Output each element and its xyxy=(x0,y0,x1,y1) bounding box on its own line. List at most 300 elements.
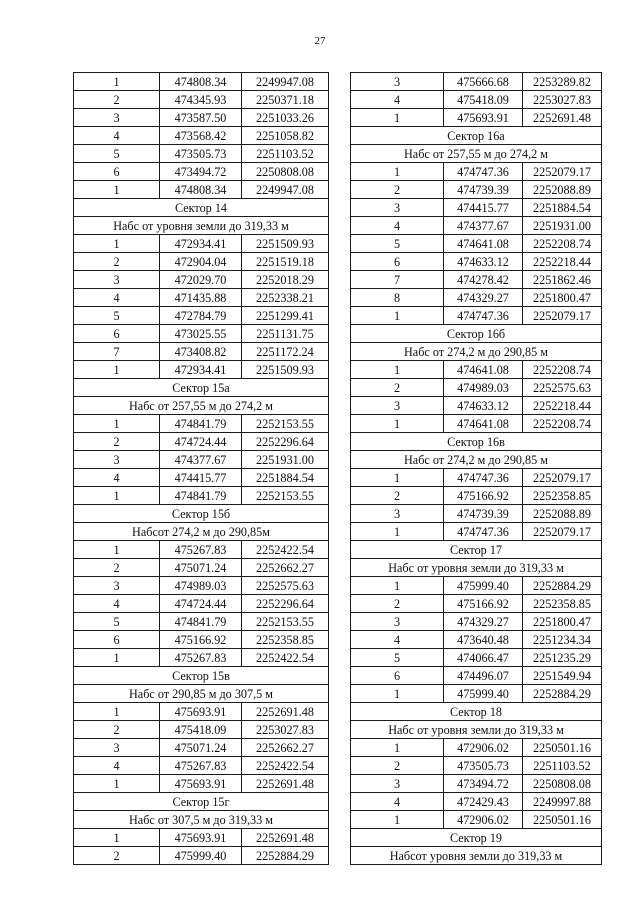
point-number: 2 xyxy=(74,433,160,451)
point-number: 3 xyxy=(74,271,160,289)
y-coordinate: 2252422.54 xyxy=(242,541,329,559)
x-coordinate: 474415.77 xyxy=(160,469,242,487)
coordinate-row xyxy=(74,847,329,865)
point-number: 5 xyxy=(351,235,444,253)
sector-header-row xyxy=(351,541,602,559)
sector-header-row xyxy=(351,721,602,739)
y-coordinate: 2252153.55 xyxy=(242,613,329,631)
y-coordinate: 2251800.47 xyxy=(523,289,602,307)
point-number: 1 xyxy=(74,235,160,253)
coordinate-row xyxy=(351,775,602,793)
x-coordinate: 472906.02 xyxy=(444,739,523,757)
x-coordinate: 475418.09 xyxy=(160,721,242,739)
point-number: 1 xyxy=(351,739,444,757)
y-coordinate: 2252575.63 xyxy=(242,577,329,595)
x-coordinate: 474641.08 xyxy=(444,415,523,433)
point-number: 2 xyxy=(351,379,444,397)
y-coordinate: 2251519.18 xyxy=(242,253,329,271)
x-coordinate: 474377.67 xyxy=(160,451,242,469)
coordinate-row xyxy=(74,361,329,379)
coordinate-row xyxy=(351,685,602,703)
sector-header: Набс от 257,55 м до 274,2 м xyxy=(74,397,329,415)
point-number: 1 xyxy=(351,415,444,433)
y-coordinate: 2249947.08 xyxy=(242,73,329,91)
y-coordinate: 2252218.44 xyxy=(523,253,602,271)
x-coordinate: 474747.36 xyxy=(444,523,523,541)
sector-header-row xyxy=(351,127,602,145)
x-coordinate: 474633.12 xyxy=(444,253,523,271)
coordinate-row xyxy=(351,577,602,595)
coordinate-row xyxy=(351,739,602,757)
coordinate-row xyxy=(74,595,329,613)
y-coordinate: 2252079.17 xyxy=(523,469,602,487)
x-coordinate: 474724.44 xyxy=(160,595,242,613)
sector-header-row xyxy=(351,451,602,469)
y-coordinate: 2251235.29 xyxy=(523,649,602,667)
coordinate-row xyxy=(74,307,329,325)
point-number: 1 xyxy=(351,469,444,487)
coordinate-row xyxy=(74,235,329,253)
sector-header: Сектор 18 xyxy=(351,703,602,721)
point-number: 3 xyxy=(351,397,444,415)
point-number: 5 xyxy=(351,649,444,667)
sector-header: Набс от 290,85 м до 307,5 м xyxy=(74,685,329,703)
sector-header-row xyxy=(351,559,602,577)
point-number: 4 xyxy=(351,793,444,811)
x-coordinate: 473494.72 xyxy=(444,775,523,793)
coordinate-row xyxy=(74,145,329,163)
x-coordinate: 475166.92 xyxy=(444,487,523,505)
point-number: 3 xyxy=(351,775,444,793)
point-number: 1 xyxy=(351,523,444,541)
coordinate-row xyxy=(74,775,329,793)
y-coordinate: 2252079.17 xyxy=(523,307,602,325)
sector-header-row xyxy=(351,847,602,865)
point-number: 4 xyxy=(74,289,160,307)
sector-header: Набс от уровня земли до 319,33 м xyxy=(74,217,329,235)
coordinate-row xyxy=(74,739,329,757)
y-coordinate: 2252691.48 xyxy=(242,775,329,793)
coordinate-row xyxy=(351,649,602,667)
coordinate-row xyxy=(351,631,602,649)
x-coordinate: 474633.12 xyxy=(444,397,523,415)
coordinate-row xyxy=(74,757,329,775)
point-number: 1 xyxy=(351,685,444,703)
point-number: 5 xyxy=(74,145,160,163)
sector-header-row xyxy=(74,199,329,217)
x-coordinate: 474739.39 xyxy=(444,505,523,523)
coordinates-table-left xyxy=(73,72,329,865)
sector-header-row xyxy=(74,523,329,541)
sector-header: Набсот 274,2 м до 290,85м xyxy=(74,523,329,541)
coordinate-row xyxy=(351,487,602,505)
coordinate-row xyxy=(74,487,329,505)
sector-header-row xyxy=(351,703,602,721)
y-coordinate: 2251862.46 xyxy=(523,271,602,289)
page-number: 27 xyxy=(314,35,326,47)
sector-header-row xyxy=(351,145,602,163)
y-coordinate: 2251033.26 xyxy=(242,109,329,127)
sector-header: Набс от 274,2 м до 290,85 м xyxy=(351,451,602,469)
point-number: 6 xyxy=(351,667,444,685)
coordinate-row xyxy=(351,253,602,271)
x-coordinate: 473505.73 xyxy=(444,757,523,775)
y-coordinate: 2252296.64 xyxy=(242,433,329,451)
x-coordinate: 474066.47 xyxy=(444,649,523,667)
point-number: 1 xyxy=(74,415,160,433)
y-coordinate: 2251131.75 xyxy=(242,325,329,343)
x-coordinate: 475999.40 xyxy=(444,577,523,595)
coordinate-row xyxy=(74,577,329,595)
y-coordinate: 2251234.34 xyxy=(523,631,602,649)
point-number: 1 xyxy=(74,541,160,559)
x-coordinate: 474989.03 xyxy=(444,379,523,397)
sector-header: Сектор 15а xyxy=(74,379,329,397)
coordinate-row xyxy=(74,325,329,343)
coordinate-row xyxy=(351,181,602,199)
y-coordinate: 2252296.64 xyxy=(242,595,329,613)
point-number: 1 xyxy=(74,649,160,667)
coordinate-row xyxy=(74,91,329,109)
y-coordinate: 2253027.83 xyxy=(242,721,329,739)
y-coordinate: 2252018.29 xyxy=(242,271,329,289)
point-number: 2 xyxy=(74,253,160,271)
x-coordinate: 472429.43 xyxy=(444,793,523,811)
y-coordinate: 2252422.54 xyxy=(242,649,329,667)
sector-header: Сектор 15б xyxy=(74,505,329,523)
coordinate-row xyxy=(74,271,329,289)
point-number: 4 xyxy=(74,757,160,775)
y-coordinate: 2252884.29 xyxy=(523,685,602,703)
sector-header: Набс от 274,2 м до 290,85 м xyxy=(351,343,602,361)
y-coordinate: 2250808.08 xyxy=(242,163,329,181)
coordinate-row xyxy=(351,217,602,235)
coordinate-row xyxy=(74,181,329,199)
point-number: 2 xyxy=(351,181,444,199)
sector-header: Набс от уровня земли до 319,33 м xyxy=(351,721,602,739)
coordinate-row xyxy=(351,307,602,325)
point-number: 6 xyxy=(74,325,160,343)
x-coordinate: 474747.36 xyxy=(444,307,523,325)
x-coordinate: 473494.72 xyxy=(160,163,242,181)
sector-header-row xyxy=(351,325,602,343)
point-number: 7 xyxy=(351,271,444,289)
x-coordinate: 474841.79 xyxy=(160,415,242,433)
sector-header-row xyxy=(74,379,329,397)
x-coordinate: 475693.91 xyxy=(160,829,242,847)
point-number: 1 xyxy=(74,361,160,379)
coordinate-row xyxy=(351,91,602,109)
y-coordinate: 2251509.93 xyxy=(242,235,329,253)
sector-header: Набс от уровня земли до 319,33 м xyxy=(351,559,602,577)
y-coordinate: 2252208.74 xyxy=(523,361,602,379)
point-number: 3 xyxy=(351,199,444,217)
point-number: 2 xyxy=(74,91,160,109)
x-coordinate: 472934.41 xyxy=(160,235,242,253)
coordinate-row xyxy=(74,433,329,451)
sector-header-row xyxy=(351,433,602,451)
y-coordinate: 2252691.48 xyxy=(523,109,602,127)
point-number: 3 xyxy=(351,613,444,631)
sector-header: Набс от 257,55 м до 274,2 м xyxy=(351,145,602,163)
x-coordinate: 474641.08 xyxy=(444,235,523,253)
sector-header: Сектор 16в xyxy=(351,433,602,451)
point-number: 4 xyxy=(74,127,160,145)
x-coordinate: 474739.39 xyxy=(444,181,523,199)
sector-header: Сектор 15в xyxy=(74,667,329,685)
y-coordinate: 2251549.94 xyxy=(523,667,602,685)
point-number: 4 xyxy=(351,631,444,649)
point-number: 2 xyxy=(351,595,444,613)
coordinate-row xyxy=(351,361,602,379)
y-coordinate: 2252079.17 xyxy=(523,523,602,541)
y-coordinate: 2252088.89 xyxy=(523,181,602,199)
sector-header-row xyxy=(74,811,329,829)
coordinate-row xyxy=(74,559,329,577)
x-coordinate: 475693.91 xyxy=(160,703,242,721)
coordinate-row xyxy=(351,379,602,397)
coordinate-row xyxy=(351,271,602,289)
y-coordinate: 2251800.47 xyxy=(523,613,602,631)
x-coordinate: 475693.91 xyxy=(444,109,523,127)
coordinate-row xyxy=(74,343,329,361)
x-coordinate: 473025.55 xyxy=(160,325,242,343)
point-number: 1 xyxy=(351,577,444,595)
point-number: 2 xyxy=(351,757,444,775)
point-number: 1 xyxy=(351,361,444,379)
x-coordinate: 474329.27 xyxy=(444,613,523,631)
coordinates-table-right xyxy=(350,72,602,865)
coordinate-row xyxy=(351,667,602,685)
x-coordinate: 474377.67 xyxy=(444,217,523,235)
point-number: 3 xyxy=(74,577,160,595)
coordinate-row xyxy=(351,811,602,829)
x-coordinate: 474415.77 xyxy=(444,199,523,217)
coordinate-row xyxy=(351,613,602,631)
y-coordinate: 2251058.82 xyxy=(242,127,329,145)
sector-header: Набсот уровня земли до 319,33 м xyxy=(351,847,602,865)
y-coordinate: 2251931.00 xyxy=(523,217,602,235)
x-coordinate: 475071.24 xyxy=(160,559,242,577)
coordinate-row xyxy=(351,289,602,307)
sector-header: Сектор 16а xyxy=(351,127,602,145)
y-coordinate: 2253027.83 xyxy=(523,91,602,109)
y-coordinate: 2250501.16 xyxy=(523,739,602,757)
coordinate-row xyxy=(351,415,602,433)
sector-header: Сектор 15г xyxy=(74,793,329,811)
coordinate-row xyxy=(74,631,329,649)
sector-header-row xyxy=(351,829,602,847)
point-number: 2 xyxy=(74,721,160,739)
coordinate-row xyxy=(74,415,329,433)
point-number: 1 xyxy=(351,307,444,325)
coordinate-row xyxy=(74,613,329,631)
x-coordinate: 475999.40 xyxy=(444,685,523,703)
sector-header-row xyxy=(74,685,329,703)
y-coordinate: 2253289.82 xyxy=(523,73,602,91)
point-number: 5 xyxy=(74,307,160,325)
sector-header: Сектор 16б xyxy=(351,325,602,343)
coordinate-row xyxy=(351,505,602,523)
y-coordinate: 2252358.85 xyxy=(523,487,602,505)
x-coordinate: 475267.83 xyxy=(160,541,242,559)
x-coordinate: 474724.44 xyxy=(160,433,242,451)
y-coordinate: 2251931.00 xyxy=(242,451,329,469)
y-coordinate: 2252208.74 xyxy=(523,235,602,253)
point-number: 3 xyxy=(351,505,444,523)
x-coordinate: 474808.34 xyxy=(160,181,242,199)
y-coordinate: 2249947.08 xyxy=(242,181,329,199)
y-coordinate: 2252691.48 xyxy=(242,703,329,721)
sector-header: Набс от 307,5 м до 319,33 м xyxy=(74,811,329,829)
x-coordinate: 473408.82 xyxy=(160,343,242,361)
sector-header: Сектор 19 xyxy=(351,829,602,847)
y-coordinate: 2252691.48 xyxy=(242,829,329,847)
x-coordinate: 474808.34 xyxy=(160,73,242,91)
y-coordinate: 2251103.52 xyxy=(523,757,602,775)
point-number: 3 xyxy=(74,451,160,469)
x-coordinate: 473640.48 xyxy=(444,631,523,649)
point-number: 2 xyxy=(74,847,160,865)
point-number: 8 xyxy=(351,289,444,307)
coordinate-row xyxy=(351,595,602,613)
coordinate-row xyxy=(351,163,602,181)
y-coordinate: 2252208.74 xyxy=(523,415,602,433)
x-coordinate: 474641.08 xyxy=(444,361,523,379)
point-number: 7 xyxy=(74,343,160,361)
x-coordinate: 472784.79 xyxy=(160,307,242,325)
y-coordinate: 2251509.93 xyxy=(242,361,329,379)
coordinate-row xyxy=(74,109,329,127)
x-coordinate: 475166.92 xyxy=(160,631,242,649)
y-coordinate: 2250371.18 xyxy=(242,91,329,109)
y-coordinate: 2251884.54 xyxy=(523,199,602,217)
point-number: 1 xyxy=(351,163,444,181)
y-coordinate: 2251299.41 xyxy=(242,307,329,325)
coordinate-row xyxy=(351,757,602,775)
sector-header-row xyxy=(74,667,329,685)
point-number: 5 xyxy=(74,613,160,631)
x-coordinate: 472934.41 xyxy=(160,361,242,379)
y-coordinate: 2252662.27 xyxy=(242,739,329,757)
x-coordinate: 474345.93 xyxy=(160,91,242,109)
y-coordinate: 2250808.08 xyxy=(523,775,602,793)
coordinate-row xyxy=(74,73,329,91)
sector-header: Сектор 14 xyxy=(74,199,329,217)
sector-header-row xyxy=(74,505,329,523)
coordinate-row xyxy=(74,703,329,721)
x-coordinate: 472904.04 xyxy=(160,253,242,271)
y-coordinate: 2252422.54 xyxy=(242,757,329,775)
point-number: 4 xyxy=(351,217,444,235)
coordinate-row xyxy=(74,127,329,145)
y-coordinate: 2252662.27 xyxy=(242,559,329,577)
y-coordinate: 2252884.29 xyxy=(242,847,329,865)
x-coordinate: 475666.68 xyxy=(444,73,523,91)
coordinate-row xyxy=(74,829,329,847)
x-coordinate: 474841.79 xyxy=(160,487,242,505)
x-coordinate: 474278.42 xyxy=(444,271,523,289)
point-number: 1 xyxy=(74,829,160,847)
x-coordinate: 474329.27 xyxy=(444,289,523,307)
x-coordinate: 473505.73 xyxy=(160,145,242,163)
point-number: 4 xyxy=(351,91,444,109)
x-coordinate: 475267.83 xyxy=(160,649,242,667)
coordinate-row xyxy=(74,541,329,559)
y-coordinate: 2252575.63 xyxy=(523,379,602,397)
coordinate-row xyxy=(351,73,602,91)
x-coordinate: 475999.40 xyxy=(160,847,242,865)
point-number: 6 xyxy=(74,631,160,649)
y-coordinate: 2252884.29 xyxy=(523,577,602,595)
y-coordinate: 2250501.16 xyxy=(523,811,602,829)
sector-header-row xyxy=(351,343,602,361)
y-coordinate: 2251884.54 xyxy=(242,469,329,487)
y-coordinate: 2252218.44 xyxy=(523,397,602,415)
sector-header-row xyxy=(74,217,329,235)
coordinate-row xyxy=(74,649,329,667)
sector-header: Сектор 17 xyxy=(351,541,602,559)
y-coordinate: 2251103.52 xyxy=(242,145,329,163)
x-coordinate: 471435.88 xyxy=(160,289,242,307)
point-number: 6 xyxy=(351,253,444,271)
point-number: 4 xyxy=(74,469,160,487)
y-coordinate: 2252153.55 xyxy=(242,415,329,433)
coordinate-row xyxy=(74,469,329,487)
y-coordinate: 2252358.85 xyxy=(523,595,602,613)
point-number: 1 xyxy=(74,703,160,721)
point-number: 1 xyxy=(74,487,160,505)
point-number: 3 xyxy=(351,73,444,91)
coordinate-row xyxy=(351,469,602,487)
coordinate-row xyxy=(351,397,602,415)
x-coordinate: 474989.03 xyxy=(160,577,242,595)
y-coordinate: 2252338.21 xyxy=(242,289,329,307)
y-coordinate: 2252088.89 xyxy=(523,505,602,523)
coordinate-row xyxy=(351,199,602,217)
x-coordinate: 473587.50 xyxy=(160,109,242,127)
point-number: 1 xyxy=(351,811,444,829)
coordinate-row xyxy=(351,793,602,811)
y-coordinate: 2252079.17 xyxy=(523,163,602,181)
coordinate-row xyxy=(74,289,329,307)
sector-header-row xyxy=(74,397,329,415)
coordinate-row xyxy=(74,163,329,181)
x-coordinate: 474496.07 xyxy=(444,667,523,685)
coordinate-row xyxy=(74,253,329,271)
x-coordinate: 475071.24 xyxy=(160,739,242,757)
point-number: 2 xyxy=(74,559,160,577)
x-coordinate: 475166.92 xyxy=(444,595,523,613)
x-coordinate: 475418.09 xyxy=(444,91,523,109)
y-coordinate: 2249997.88 xyxy=(523,793,602,811)
point-number: 1 xyxy=(74,181,160,199)
coordinate-row xyxy=(74,451,329,469)
x-coordinate: 475267.83 xyxy=(160,757,242,775)
x-coordinate: 472029.70 xyxy=(160,271,242,289)
point-number: 6 xyxy=(74,163,160,181)
coordinate-row xyxy=(74,721,329,739)
point-number: 3 xyxy=(74,739,160,757)
coordinate-row xyxy=(351,235,602,253)
point-number: 2 xyxy=(351,487,444,505)
x-coordinate: 475693.91 xyxy=(160,775,242,793)
y-coordinate: 2251172.24 xyxy=(242,343,329,361)
point-number: 4 xyxy=(74,595,160,613)
point-number: 3 xyxy=(74,109,160,127)
point-number: 1 xyxy=(351,109,444,127)
x-coordinate: 473568.42 xyxy=(160,127,242,145)
